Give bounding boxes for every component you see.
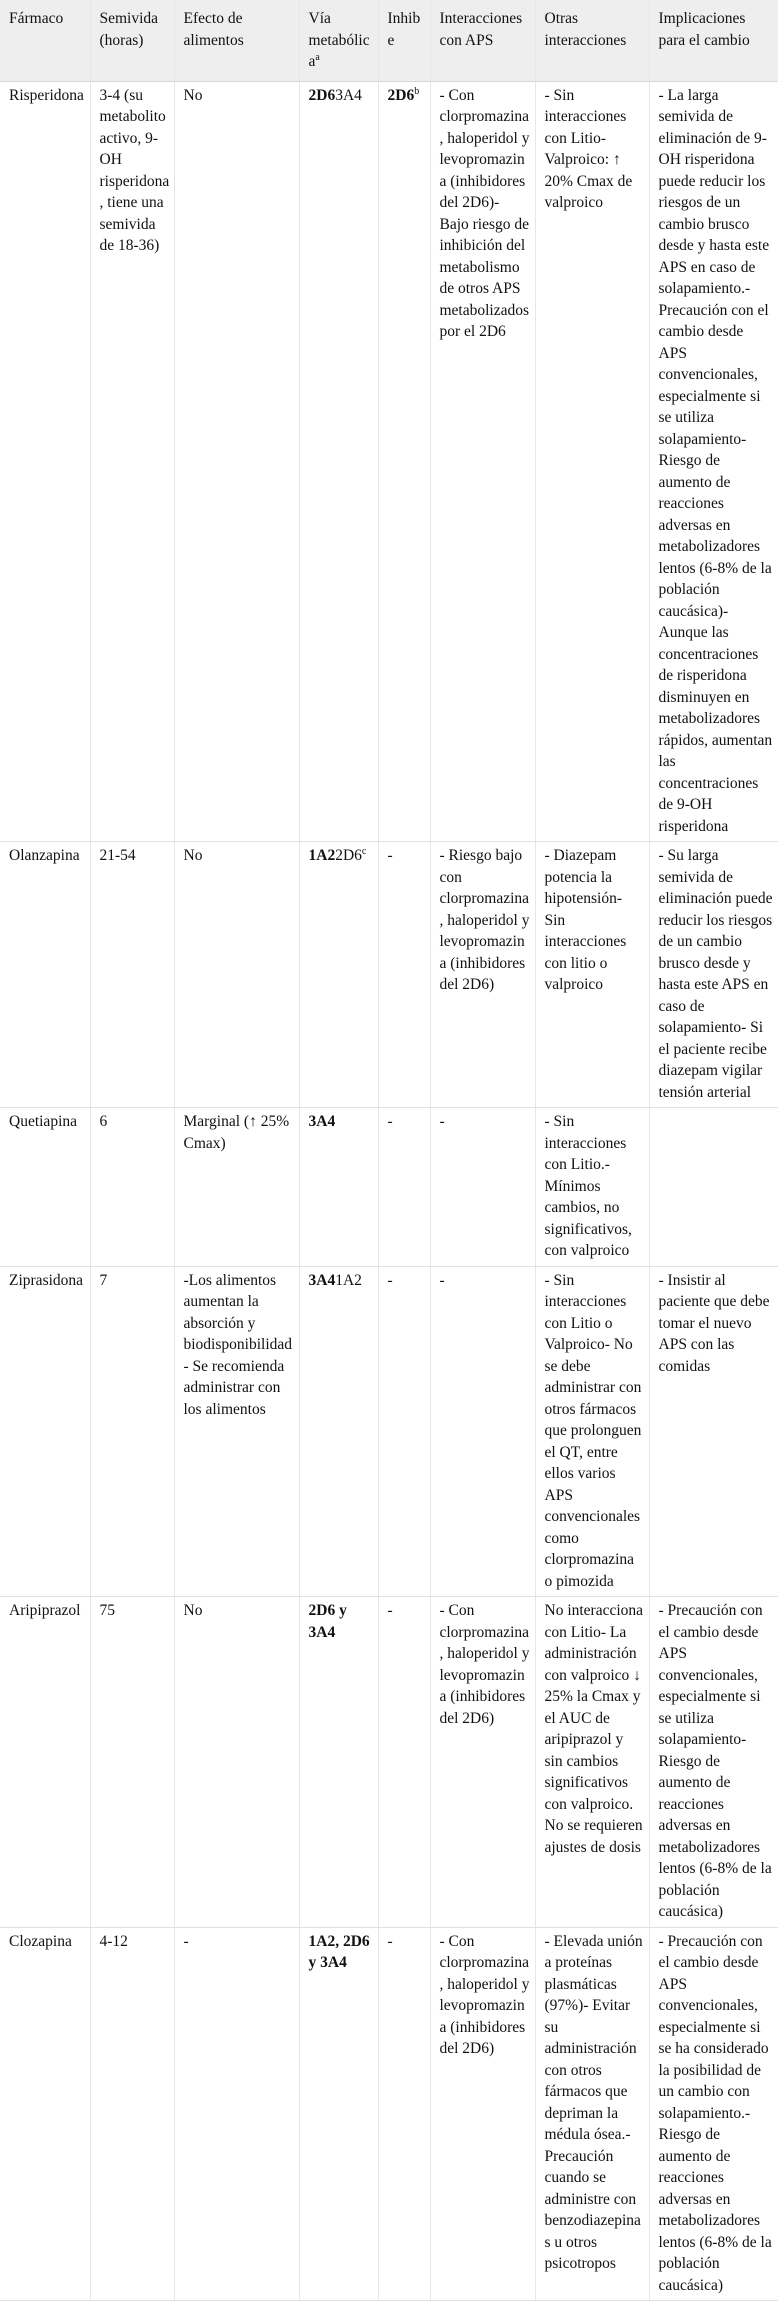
cell-otras: - Sin interacciones con Litio o Valproico- No se debe administrar con otros fármacos que prolonguen el QT, entre ellos varios APS convencionales como clorpromazina o pimozida (535, 1266, 649, 1597)
cell-inhibe (378, 842, 430, 1108)
column-header-aps: Interacciones con APS (430, 0, 535, 81)
cell-alimentos: No (174, 81, 299, 842)
cell-aps: - (430, 1108, 535, 1267)
cell-via (299, 1108, 378, 1267)
cell-semivida: 3-4 (su metabolito activo, 9-OH risperidona, tiene una semivida de 18-36) (90, 81, 174, 842)
via-primary: 3A4 (308, 1113, 336, 1130)
cell-alimentos: - (174, 1927, 299, 2301)
column-header-via (299, 0, 378, 81)
table-body (0, 81, 778, 2301)
cell-semivida: 6 (90, 1108, 174, 1267)
column-header-implicaciones: Implicaciones para el cambio (649, 0, 778, 81)
cell-alimentos: -Los alimentos aumentan la absorción y biodisponibilidad- Se recomienda administrar con los alimentos (174, 1266, 299, 1597)
cell-semivida: 4-12 (90, 1927, 174, 2301)
cell-alimentos: Marginal (↑ 25% Cmax) (174, 1108, 299, 1267)
inhibe-value: 2D6 (387, 86, 415, 104)
cell-inhibe (378, 1266, 430, 1597)
cell-farmaco: Olanzapina (0, 842, 90, 1108)
cell-aps: - Riesgo bajo con clorpromazina, haloperidol y levopromazina (inhibidores del 2D6) (430, 842, 535, 1108)
via-primary: 2D6 (308, 86, 336, 104)
via-primary: 1A2, 2D6 y 3A4 (308, 1932, 370, 1971)
table-row-olanzapina (0, 842, 778, 1108)
column-header-farmaco: Fármaco (0, 0, 90, 81)
footnote-marker: b (414, 85, 420, 97)
cell-otras: - Elevada unión a proteínas plasmáticas (97%)- Evitar su administración con otros fármacos que depriman la médula ósea.- Precaución cuando se administre con benzodiazepinas u otros psicotropos (535, 1927, 649, 2301)
via-secondary: 3A4 (335, 86, 362, 104)
cell-aps: - Con clorpromazina, haloperidol y levopromazina (inhibidores del 2D6)- Bajo riesgo de inhibición del metabolismo de otros APS metabolizados por el 2D6 (430, 81, 535, 842)
column-header-alimentos: Efecto de alimentos (174, 0, 299, 81)
inhibe-value: - (387, 1932, 393, 1950)
cell-semivida: 21-54 (90, 842, 174, 1108)
table-row-ziprasidona (0, 1266, 778, 1597)
cell-via (299, 842, 378, 1108)
cell-aps: - Con clorpromazina, haloperidol y levopromazina (inhibidores del 2D6) (430, 1597, 535, 1928)
table-row-quetiapina (0, 1108, 778, 1267)
inhibe-value: - (387, 1271, 393, 1289)
cell-inhibe (378, 1108, 430, 1267)
cell-via (299, 1927, 378, 2301)
inhibe-value: - (387, 1602, 393, 1619)
table-row-clozapina (0, 1927, 778, 2301)
cell-implicaciones: - Su larga semivida de eliminación puede reducir los riesgos de un cambio brusco desde y hasta este APS en caso de solapamiento- Si el paciente recibe diazepam vigilar tensión arterial (649, 842, 778, 1108)
cell-inhibe (378, 1927, 430, 2301)
cell-semivida: 75 (90, 1597, 174, 1928)
table-row-aripiprazol (0, 1597, 778, 1928)
cell-farmaco: Ziprasidona (0, 1266, 90, 1597)
cell-farmaco: Aripiprazol (0, 1597, 90, 1928)
cell-implicaciones (649, 1108, 778, 1267)
table-row-risperidona (0, 81, 778, 842)
cell-via (299, 81, 378, 842)
column-header-semivida: Semivida (horas) (90, 0, 174, 81)
cell-via (299, 1597, 378, 1928)
header-row (0, 0, 778, 81)
via-primary: 2D6 y 3A4 (308, 1602, 347, 1641)
column-header-inhibe: Inhibe (378, 0, 430, 81)
column-header-via-label: Vía metabólica (308, 10, 370, 70)
cell-alimentos: No (174, 842, 299, 1108)
cell-farmaco: Risperidona (0, 81, 90, 842)
cell-implicaciones: - La larga semivida de eliminación de 9-OH risperidona puede reducir los riesgos de un cambio brusco desde y hasta este APS en caso de solapamiento.- Precaución con el cambio desde APS convencionales, especialmente si se utiliza solapamiento- Riesgo de aumento de reacciones adversas en metabolizadores lentos (6-8% de la población caucásica)- Aunque las concentraciones de risperidona disminuyen en metabolizadores rápidos, aumentan las concentraciones de 9-OH risperidona (649, 81, 778, 842)
inhibe-value: - (387, 1113, 393, 1130)
via-primary: 3A4 (308, 1271, 336, 1289)
footnote-marker: a (315, 51, 320, 63)
cell-farmaco: Clozapina (0, 1927, 90, 2301)
cell-aps: - Con clorpromazina, haloperidol y levopromazina (inhibidores del 2D6) (430, 1927, 535, 2301)
cell-implicaciones: - Insistir al paciente que debe tomar el nuevo APS con las comidas (649, 1266, 778, 1597)
cell-otras: - Diazepam potencia la hipotensión- Sin interacciones con litio o valproico (535, 842, 649, 1108)
cell-semivida: 7 (90, 1266, 174, 1597)
cell-implicaciones: - Precaución con el cambio desde APS convencionales, especialmente si se ha considerado la posibilidad de un cambio con solapamiento.- Riesgo de aumento de reacciones adversas en metabolizadores lentos (6-8% de la población caucásica) (649, 1927, 778, 2301)
via-secondary: 1A2 (335, 1271, 362, 1289)
cell-otras: - Sin interacciones con Litio.- Mínimos cambios, no significativos, con valproico (535, 1108, 649, 1267)
inhibe-value: - (387, 847, 393, 864)
column-header-otras: Otras interacciones (535, 0, 649, 81)
cell-via (299, 1266, 378, 1597)
cell-farmaco: Quetiapina (0, 1108, 90, 1267)
cell-implicaciones: - Precaución con el cambio desde APS convencionales, especialmente si se utiliza solapamiento- Riesgo de aumento de reacciones adversas en metabolizadores lentos (6-8% de la población caucásica) (649, 1597, 778, 1928)
footnote-marker: c (361, 845, 367, 857)
cell-otras: - Sin interacciones con Litio- Valproico: ↑ 20% Cmax de valproico (535, 81, 649, 842)
cell-aps: - (430, 1266, 535, 1597)
cell-alimentos: No (174, 1597, 299, 1928)
cell-inhibe (378, 1597, 430, 1928)
cell-otras: No interacciona con Litio- La administración con valproico ↓ 25% la Cmax y el AUC de aripiprazol y sin cambios significativos con valproico. No se requieren ajustes de dosis (535, 1597, 649, 1928)
via-secondary: 2D6 (335, 847, 362, 864)
cell-inhibe (378, 81, 430, 842)
via-primary: 1A2 (308, 847, 336, 864)
